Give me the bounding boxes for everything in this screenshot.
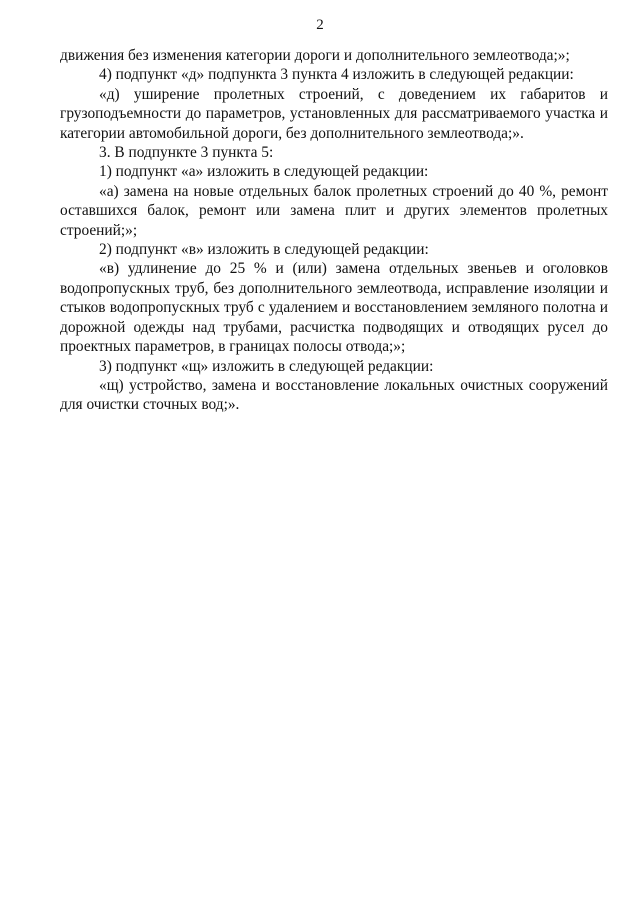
paragraph-subitem-1-text: «а) замена на новые отдельных балок пролетных строений до 40 %, ремонт оставшихся балок, ремонт или замена плит и других элементов пролетных строений;»; (60, 182, 608, 239)
page-number: 2 (316, 17, 324, 33)
paragraph-item-4: 4) подпункт «д» подпункта 3 пункта 4 изложить в следующей редакции: (99, 66, 574, 84)
paragraph-continuation: движения без изменения категории дороги и дополнительного землеотвода;»; (60, 47, 570, 64)
paragraph-section-3: 3. В подпункте 3 пункта 5: (99, 144, 274, 162)
paragraph-subitem-3: 3) подпункт «щ» изложить в следующей редакции: (99, 357, 434, 375)
paragraph-subitem-2: 2) подпункт «в» изложить в следующей редакции: (99, 241, 429, 259)
paragraph-subitem-1: 1) подпункт «а» изложить в следующей редакции: (99, 163, 429, 181)
paragraph-item-4-text: «д) уширение пролетных строений, с доведением их габаритов и грузоподъемности до параметров, установленных для рассматриваемого участка и категории автомобильной дороги, без дополнительного землеотвода;». (60, 85, 608, 142)
paragraph-subitem-3-text: «щ) устройство, замена и восстановление локальных очистных сооружений для очистки сточных вод;». (60, 376, 608, 414)
paragraph-subitem-2-text: «в) удлинение до 25 % и (или) замена отдельных звеньев и оголовков водопропускных труб, без дополнительного землеотвода, исправление изоляции и стыков водопропускных труб с удалением и восстановлением земляного полотна и дорожной одежды над трубами, расчистка подводящих и отводящих русел до проектных параметров, в границах полосы отвода;»; (60, 260, 608, 356)
document-body (60, 46, 608, 415)
